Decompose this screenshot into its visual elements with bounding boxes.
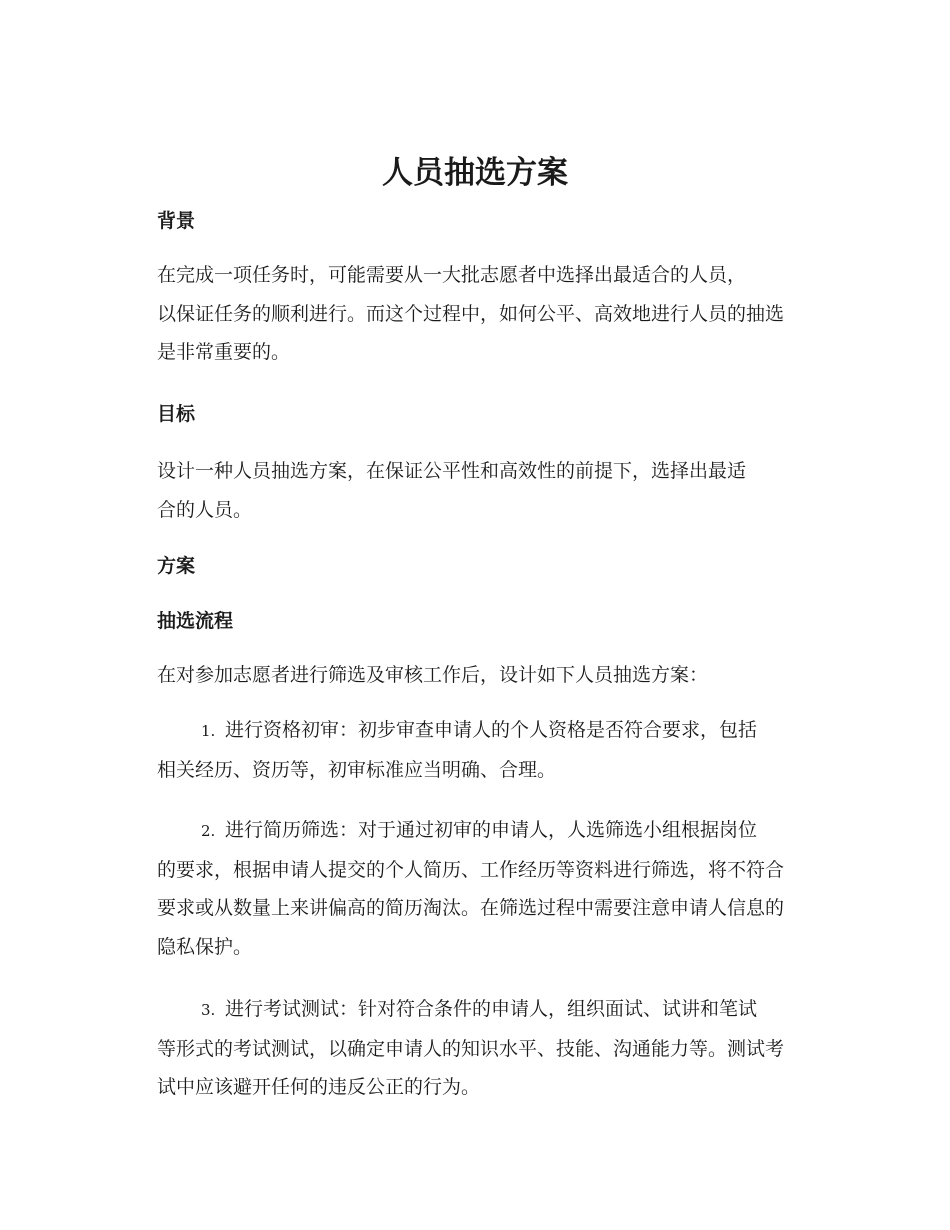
list-item-first-line <box>113 711 830 751</box>
paragraph-line: 进行考试测试：针对符合条件的申请人，组织面试、试讲和笔试 <box>225 998 758 1020</box>
section-heading-background: 背景 <box>157 210 196 232</box>
paragraph-line: 隐私保护。 <box>157 935 253 958</box>
paragraph-goal <box>113 452 830 529</box>
paragraph-line: 的要求，根据申请人提交的个人简历、工作经历等资料进行筛选，将不符合 <box>157 858 785 881</box>
paragraph-line: 进行简历筛选：对于通过初审的申请人，人选筛选小组根据岗位 <box>225 819 758 841</box>
paragraph-line: 以保证任务的顺利进行。而这个过程中，如何公平、高效地进行人员的抽选 <box>157 302 785 325</box>
paragraph-line: 等形式的考试测试，以确定申请人的知识水平、技能、沟通能力等。测试考 <box>157 1037 785 1060</box>
paragraph-line: 试中应该避开任何的违反公正的行为。 <box>157 1076 481 1098</box>
list-item-number: 3. <box>201 1001 216 1019</box>
paragraph-line: 在完成一项任务时，可能需要从一大批志愿者中选择出最适合的人员， <box>157 264 747 286</box>
list-item-3 <box>113 990 830 1107</box>
paragraph-line: 进行资格初审：初步审查申请人的个人资格是否符合要求，包括 <box>225 719 758 741</box>
paragraph-line: 是非常重要的。 <box>157 341 291 363</box>
paragraph-line: 相关经历、资历等，初审标准应当明确、合理。 <box>157 758 557 781</box>
paragraph-process-intro <box>113 656 830 695</box>
list-item-number: 1. <box>201 722 216 740</box>
document-title: 人员抽选方案 <box>382 155 568 191</box>
paragraph-line: 设计一种人员抽选方案，在保证公平性和高效性的前提下，选择出最适 <box>157 460 747 482</box>
section-heading-process: 抽选流程 <box>157 610 234 632</box>
paragraph-background <box>113 256 830 372</box>
list-item-first-line <box>113 811 830 851</box>
list-item-1 <box>113 711 830 789</box>
list-item-number: 2. <box>201 822 216 840</box>
list-item-2 <box>113 811 830 966</box>
section-heading-plan: 方案 <box>157 555 196 577</box>
paragraph-line: 要求或从数量上来讲偏高的简历淘汰。在筛选过程中需要注意申请人信息的 <box>157 897 785 919</box>
paragraph-line: 合的人员。 <box>157 498 253 521</box>
list-item-first-line <box>113 990 830 1030</box>
section-heading-goal: 目标 <box>157 403 196 425</box>
paragraph-line: 在对参加志愿者进行筛选及审核工作后，设计如下人员抽选方案： <box>157 664 709 686</box>
